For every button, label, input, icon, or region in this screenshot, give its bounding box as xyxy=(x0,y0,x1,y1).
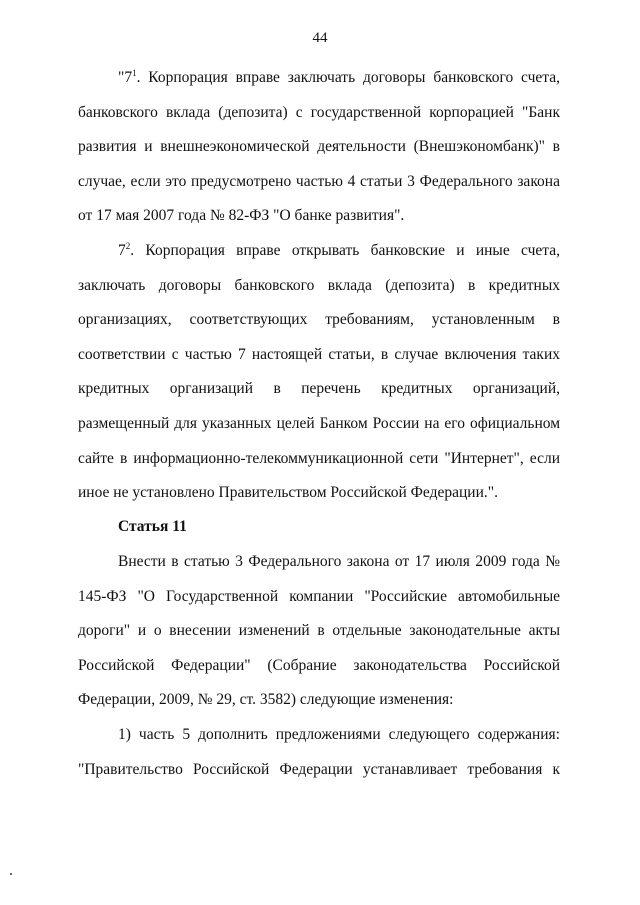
scan-mark xyxy=(10,873,12,875)
article-11-paragraph: Внести в статью 3 Федерального закона от 17 июля 2009 года № 145-ФЗ "О Государственной компании "Российские автомобильные дороги" и о внесении изменений в отдельные законодательные акты Российской Федерации" (Собрание законодательства Российской Федерации, 2009, № 29, ст. 3582) следующие изменения: xyxy=(78,553,560,709)
item-1-paragraph: 1) часть 5 дополнить предложениями следующего содержания: "Правительство Российской Федерации устанавливает требования к xyxy=(78,726,560,778)
paragraph-7-2 xyxy=(78,234,560,511)
paragraph-7-1-prefix: "7 xyxy=(118,69,133,86)
paragraph-7-2-prefix: 7 xyxy=(118,242,126,259)
article-heading: Статья 11 xyxy=(118,518,187,535)
paragraph-7-1-superscript: 1 xyxy=(132,67,137,78)
page-number: 44 xyxy=(312,30,328,46)
paragraph-7-1-text: . Корпорация вправе заключать договоры банковского счета, банковского вклада (депозита) с государственной корпорацией "Банк развития и внешнеэкономической деятельности (Внешэкономбанк)" в случае, если это предусмотрено частью 4 статьи 3 Федерального закона от 17 мая 2007 года № 82-ФЗ "О банке развития". xyxy=(78,69,560,225)
paragraph-7-2-superscript: 2 xyxy=(125,240,131,251)
paragraph-7-2-text: . Корпорация вправе открывать банковские и иные счета, заключать договоры банковского вклада (депозита) в кредитных организациях, соответствующих требованиям, установленным в соответствии с частью 7 настоящей статьи, в случае включения таких кредитных организаций в перечень кредитных организаций, размещенный для указанных целей Банком России на его официальном сайте в информационно-телекоммуникационной сети "Интернет", если иное не установлено Правительством Российской Федерации.". xyxy=(78,242,560,502)
paragraph-7-1 xyxy=(78,61,560,234)
